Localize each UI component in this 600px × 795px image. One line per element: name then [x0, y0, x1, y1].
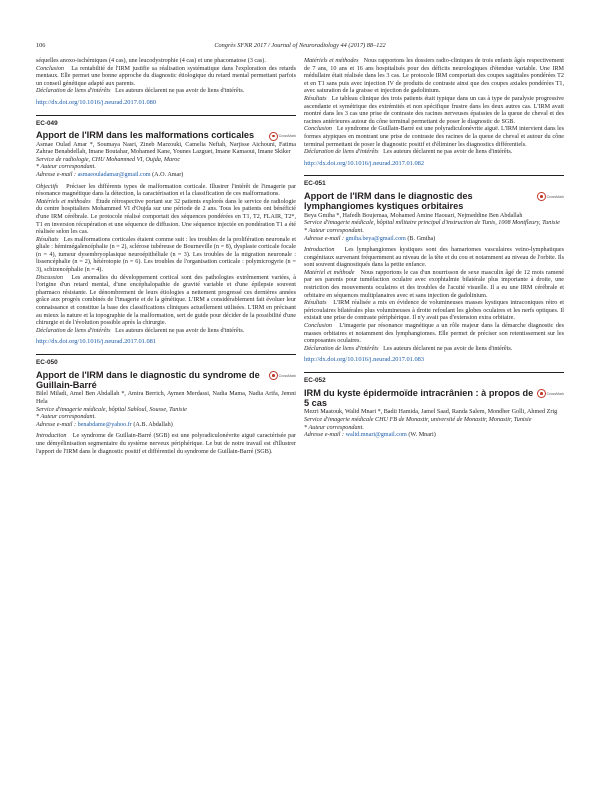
paragraph: Le syndrome de Guillain-Barré (SGB) est une polyradiculonévrite aiguë caractérisée par une démyélinisation segmentaire du système nerveux périphérique. Le but de notre travail est d'illustrer l'apport de l'IRM dans le diagnostic positif et différentiel du syndrome de Guillain-Barré (SGB).: [36, 433, 296, 455]
corresponding-note: * Auteur correspondant.: [304, 424, 364, 431]
abstract-code: EC-050: [36, 359, 58, 366]
section-label: Déclaration de liens d'intérêts: [304, 345, 379, 352]
email-label: Adresse e-mail :: [36, 421, 77, 428]
paragraph: Nous rapportons le cas d'un nourrisson de sexe masculin âgé de 12 mois ramené par ses parents pour tuméfaction oculaire avec exophtalmie bilatérale plus importante à droite, une restriction des mouvements oculaires et des troubles de l'acuité visuelle. Il a eu une IRM cérébrale et orbitaire en séquences multiplanaires avec et sans injection de gadolinium.: [304, 269, 564, 299]
crossmark-label: CrossMark: [278, 134, 296, 139]
corresponding-note: * Auteur correspondant.: [36, 414, 96, 421]
journal-reference: Congrès SFNR 2017 / Journal of Neuroradiology 44 (2017) 88–122: [214, 42, 386, 49]
doi-link[interactable]: http://dx.doi.org/10.1016/j.neurad.2017.01.080: [36, 98, 157, 106]
section-label: Conclusion: [304, 323, 332, 330]
crossmark-label: CrossMark: [546, 391, 564, 396]
divider: [36, 115, 296, 116]
email-owner: (A.O. Amar): [152, 171, 184, 178]
authors: Mezri Maatouk, Walid Mnari *, Badii Hamida, Jamel Saad, Randa Salem, Mondher Golli, Ahmed Zrig: [304, 409, 558, 416]
section-label: Matériels et méthodes: [304, 58, 359, 64]
email-link[interactable]: asmaeouladamar@gmail.com: [77, 171, 151, 178]
crossmark-label: CrossMark: [278, 373, 296, 378]
abstract-code: EC-051: [304, 180, 326, 188]
paragraph: L'IRM réalisée a mis en évidence de volumineuses masses kystiques intraconiques rétro et péricoulaires bilatérales plus volumineuses à droite refoulant les globes oculaires et les nerfs optiques. Il existait une prise de contraste périphérique. Il n'y avait pas d'extension extra orbitaire.: [304, 300, 565, 322]
authors: Beya Gmiha *, Hafedh Boujemaa, Mohamed Amine Haouari, Nejmeddine Ben Abdallah: [304, 212, 523, 219]
email-label: Adresse e-mail :: [304, 432, 345, 439]
crossmark-icon: [269, 371, 278, 380]
section-label: Déclaration de liens d'intérêts: [304, 149, 379, 156]
section-label: Introduction: [36, 433, 67, 440]
crossmark-badge[interactable]: [537, 388, 564, 400]
section-label: Matériel et méthode: [304, 269, 355, 276]
section-label: Déclaration de liens d'intérêts: [36, 327, 111, 334]
section-label: Conclusion: [36, 65, 64, 72]
page-number: 106: [36, 42, 46, 49]
section-label: Résultats: [36, 236, 59, 243]
crossmark-icon: [537, 192, 546, 201]
paragraph: L'imagerie par résonance magnétique a un rôle majeur dans la démarche diagnostic des masses orbitaires et notamment des lymphangiomes. Elle permet de préciser son retentissement sur les composantes oculaires.: [304, 323, 565, 345]
email-owner: (A.B. Abdallah): [133, 421, 173, 428]
section-label: Discussion: [36, 274, 63, 281]
email-link[interactable]: walid.mnari@gmail.com: [345, 432, 407, 439]
abstract-code: EC-052: [304, 377, 326, 384]
affiliation: Service d'imagerie médicale, hôpital Sahloul, Sousse, Tunisie: [36, 406, 187, 413]
authors: Asmae Oulad Amar *, Soumaya Nasri, Zineb Marzouki, Camelia Neftah, Narjisse Aichouni, Fatima Zahrae Benabdellah, Imane Boutahar, Mohamed Kane, Younes Lazguet, Imane Kamaoui, Imane Skiker: [36, 141, 296, 156]
paragraph: Les anomalies du développement cortical sont des pathologies extrêmement variées, à l'origine d'un retard mental, d'une encéphalopathie de gravité variable et d'une épilepsie souvent pharmaco résistante. Le dénombrement de leurs étiologies a nettement progressé ces dernières années grâce aux progrès combinés de l'imagerie et de la génétique. L'IRM a considérablement fait évoluer leur connaissance et constitue la base des classifications cliniques actuellement utilisées. L'IRM en précisant au mieux la nature et la topographie de la malformation, sert de guide pour décider de la possibilité d'une chirurgie et de l'évolution possible après la chirurgie.: [36, 274, 297, 327]
paragraph: Les auteurs déclarent ne pas avoir de liens d'intérêts.: [115, 327, 245, 334]
paragraph: Les auteurs déclarent ne pas avoir de liens d'intérêts.: [383, 149, 513, 156]
email-link[interactable]: benabdame@yahoo.fr: [77, 421, 132, 428]
abstract-title: Apport de l'IRM dans les malformations corticales: [36, 130, 255, 141]
doi-link[interactable]: http://dx.doi.org/10.1016/j.neurad.2017.01.083: [304, 356, 425, 364]
paragraph: Étude rétrospective portant sur 32 patients explorés dans le service de radiologie du centre hospitaliers Mohammed VI d'Oujda sur une période de 2 ans. Tous les patients ont bénéficié d'une IRM cérébrale. Le protocole réalisé comportait des séquences pondérées en T1, T2, FLAIR, T2*, T1 en inversion récupération et une séquence de diffusion. Une séquence injectée en pondération T1 a été réalisée selon les cas.: [36, 198, 296, 236]
email-owner: (B. Gmiha): [407, 235, 436, 242]
paragraph: Les lymphangiomes kystiques sont des hamartomes vasculaires veino-lymphatiques congénitaux survenant fréquemment au niveau de la tête et du cou et notamment au niveau de l'orbite. Ils sont souvent diagnostiqués dans la petite enfance.: [304, 247, 564, 269]
paragraph: Les auteurs déclarent ne pas avoir de liens d'intérêts.: [383, 345, 513, 352]
section-label: Introduction: [304, 247, 335, 254]
email-label: Adresse e-mail :: [36, 171, 77, 178]
paragraph: Le syndrome de Guillain-Barré est une polyradiculonévrite aiguë. L'IRM intervient dans les formes atypiques en montrant une prise de contraste des racines de la queue de cheval et autour du cône terminal permettant de poser le diagnostic positif et d'éliminer les diagnostics différentiels.: [304, 126, 564, 148]
crossmark-badge[interactable]: [269, 370, 296, 382]
divider: [304, 372, 564, 373]
affiliation: Service d'imagerie médicale, hôpital militaire principal d'instruction de Tunis, 1008 Montfleury, Tunisie: [304, 220, 560, 227]
divider: [304, 175, 564, 176]
abstract-title: Apport de l'IRM dans le diagnostic des lymphangiomes kystiques orbitaires: [304, 190, 473, 212]
abstract-title: Apport de l'IRM dans le diagnostic du syndrome de Guillain-Barré: [36, 369, 260, 390]
crossmark-badge[interactable]: [269, 130, 296, 142]
affiliation: Service de radiologie, CHU Mohammed VI, Oujda, Maroc: [36, 156, 181, 163]
divider: [36, 354, 296, 355]
corresponding-note: * Auteur correspondant.: [304, 227, 364, 234]
section-label: Conclusion: [304, 126, 332, 133]
email-owner: (W. Mnari): [408, 432, 436, 439]
section-label: Résultats: [304, 95, 327, 102]
section-label: Résultats: [304, 300, 327, 307]
paragraph: La rentabilité de l'IRM justifie sa réalisation systématique dans l'exploration des retards mentaux. Elle permet une bonne approche du diagnostic étiologique du retard mental permettant parfois un conseil génétique adapté aux parents.: [36, 65, 297, 87]
email-link[interactable]: gmiha.beya@gmail.com: [345, 235, 406, 242]
crossmark-icon: [537, 389, 546, 398]
crossmark-icon: [269, 132, 278, 141]
paragraph: Préciser les différents types de malformation corticale. Illustrer l'intérêt de l'imagerie par résonance magnétique dans la détection, la caractérisation et la classification de ces malformations.: [36, 183, 296, 198]
section-label: Objectifs: [36, 183, 59, 190]
abstract-code: EC-049: [36, 119, 58, 127]
paragraph: Les auteurs déclarent ne pas avoir de liens d'intérêts.: [115, 88, 245, 95]
affiliation: Service d'imagerie médicale CHU FB de Monastir, université de Monastir, Monastir, Tunisie: [304, 417, 532, 423]
right-column: [304, 58, 564, 440]
paragraph: Nous rapportons les dossiers radio-cliniques de trois enfants âgés respectivement de 7 ans, 10 ans et 16 ans hospitalisés pour des déficits neurologiques d'étendue variable. Une IRM médullaire était réalisée dans les 3 cas. Le protocole IRM comportait des coupes sagittales pondérées T2 et en T1 sans puis avec injection IV de produits de contraste ainsi que des coupes axiales pondérées T1, avec saturation de la graisse et injection de gadolinium.: [304, 58, 565, 95]
doi-link[interactable]: http://dx.doi.org/10.1016/j.neurad.2017.01.082: [304, 159, 425, 167]
doi-link[interactable]: http://dx.doi.org/10.1016/j.neurad.2017.01.081: [36, 338, 157, 346]
paragraph: Le tableau clinique des trois patients était typique dans un cas à type de paralysie progressive ascendante et symétrique des extrémités et non spécifique frustre dans les deux autres cas. L'IRM avait montré dans les 3 cas une prise de contraste des racines nerveuses épaissies de la queue de cheval et des racines antérieures autour du cône terminal permettant de poser le diagnostic de SGB.: [304, 95, 564, 125]
email-label: Adresse e-mail :: [304, 235, 345, 242]
left-column: [36, 58, 296, 456]
section-label: Matériels et méthodes: [36, 198, 91, 205]
continued-text: séquelles anoxo-ischémiques (4 cas), une leucodystrophie (4 cas) et une phacomatose (3 cas).: [36, 58, 266, 64]
section-label: Déclaration de liens d'intérêts: [36, 88, 111, 95]
crossmark-badge[interactable]: [537, 191, 564, 203]
corresponding-note: * Auteur correspondant.: [36, 164, 96, 171]
paragraph: Les malformations corticales étaient comme suit : les troubles de la prolifération neuronale et gliale : hémimégalencéphalie (n = 2), sclérose tubéreuse de Bourneville (n = 8), dysplasie corticale focale (n = 4), tumeur dysembryoplasique neuroépithéliale (n = 3). Les troubles de la migration neuronale : lissencéphalie (n = 2), hétérotopie (n = 6). Les troubles de l'organisation corticale : polymicrogyrie (n = 3), schizencéphalie (n = 4).: [36, 236, 297, 274]
abstract-title: IRM du kyste épidermoïde intracrânien : à propos de 5 cas: [304, 387, 534, 408]
crossmark-label: CrossMark: [546, 194, 564, 199]
authors: Bilel Miladi, Amel Ben Abdallah *, Amira Berrich, Aymen Merdassi, Nadia Mama, Nadia Arifa, Jemni Hela: [36, 391, 296, 405]
page-header: [36, 42, 564, 54]
